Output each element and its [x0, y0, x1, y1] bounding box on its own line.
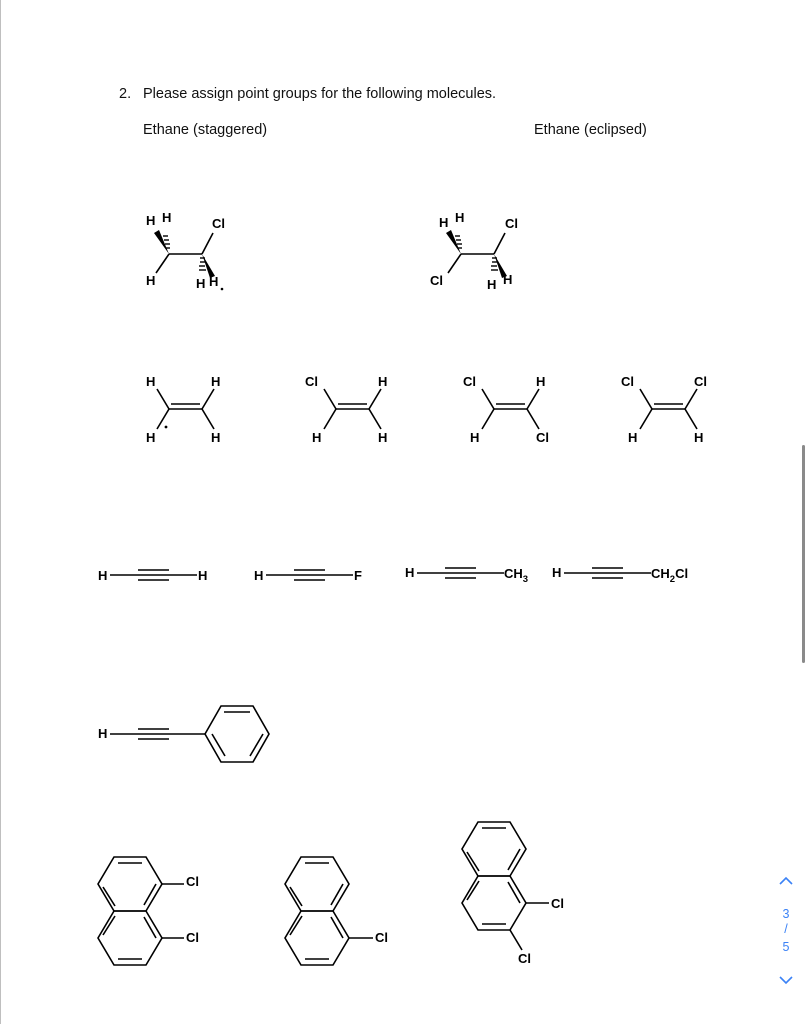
caption-ethane-eclipsed: Ethane (eclipsed)	[534, 122, 647, 138]
atom-label: H	[211, 374, 221, 389]
atom-label: H	[455, 210, 465, 225]
subscript: 2	[669, 574, 676, 585]
molecule-dichloronaphthalene-2	[462, 822, 564, 966]
atom-label: H	[162, 210, 172, 225]
atom-label: Cl	[621, 374, 634, 389]
atom-label: H	[439, 215, 449, 230]
svg-text:CH3	[504, 566, 528, 585]
atom-label: H	[405, 565, 415, 580]
atom-label: H	[254, 568, 264, 583]
current-page-number: 3	[782, 907, 790, 921]
atom-label: Cl	[463, 374, 476, 389]
molecule-chloroethylene	[305, 374, 387, 445]
atom-label: H	[503, 272, 513, 287]
atom-label: H	[146, 374, 156, 389]
molecule-chloropropyne	[552, 565, 688, 585]
atom-label: CH	[651, 566, 670, 581]
atom-label: Cl	[551, 896, 564, 911]
molecule-phenylacetylene	[98, 706, 269, 762]
atom-label: H	[536, 374, 546, 389]
atom-label: H	[198, 568, 208, 583]
chevron-up-icon	[779, 876, 793, 885]
atom-label: H	[628, 430, 638, 445]
question-number: 2.	[119, 86, 132, 102]
atom-label: CH	[504, 566, 523, 581]
molecule-chloronaphthalene	[285, 857, 388, 965]
atom-label: H	[378, 430, 388, 445]
atom-label: Cl	[505, 216, 518, 231]
atom-label: H	[196, 276, 206, 291]
atom-label: F	[354, 568, 362, 583]
molecule-fluoroacetylene	[254, 568, 362, 583]
atom-label: Cl	[430, 273, 443, 288]
atom-label: H	[378, 374, 388, 389]
atom-label: H	[552, 565, 562, 580]
chevron-down-icon	[779, 976, 793, 985]
molecule-propyne	[405, 565, 528, 585]
atom-label: H	[487, 277, 497, 292]
atom-label: Cl	[518, 951, 531, 966]
atom-label: Cl	[186, 874, 199, 889]
atom-label: H	[146, 273, 156, 288]
atom-label: H	[211, 430, 221, 445]
molecule-drawings	[1, 0, 808, 1024]
atom-label: Cl	[675, 566, 689, 581]
atom-label: H	[694, 430, 704, 445]
atom-label: Cl	[186, 930, 199, 945]
molecule-dichloronaphthalene-1	[98, 857, 199, 965]
total-pages: 5	[782, 940, 790, 954]
atom-label: H	[146, 430, 156, 445]
atom-label: Cl	[212, 216, 225, 231]
atom-label: Cl	[305, 374, 318, 389]
next-page-button[interactable]	[773, 973, 799, 989]
atom-label: H	[98, 726, 108, 741]
atom-label: Cl	[536, 430, 549, 445]
subscript: 3	[522, 574, 529, 585]
atom-label: H	[209, 274, 219, 289]
molecule-ethane-eclipsed	[430, 210, 518, 292]
atom-label: H	[98, 568, 108, 583]
molecule-acetylene	[98, 568, 207, 583]
molecule-trans-dichloroethylene	[463, 374, 549, 445]
atom-label: Cl	[694, 374, 707, 389]
page-separator: /	[784, 922, 788, 936]
previous-page-button[interactable]	[773, 873, 799, 889]
question-text: Please assign point groups for the following molecules.	[143, 86, 497, 102]
scrollbar-thumb[interactable]	[802, 445, 805, 663]
atom-label: H	[470, 430, 480, 445]
caption-ethane-staggered: Ethane (staggered)	[143, 122, 268, 138]
atom-label: H	[146, 213, 156, 228]
atom-label: Cl	[375, 930, 388, 945]
molecule-cis-dichloroethylene	[621, 374, 707, 445]
page-navigator	[773, 873, 799, 991]
svg-text:CH2Cl	[651, 566, 688, 585]
molecule-ethane-staggered	[146, 210, 225, 291]
molecule-ethylene	[146, 374, 220, 445]
atom-label: H	[312, 430, 322, 445]
